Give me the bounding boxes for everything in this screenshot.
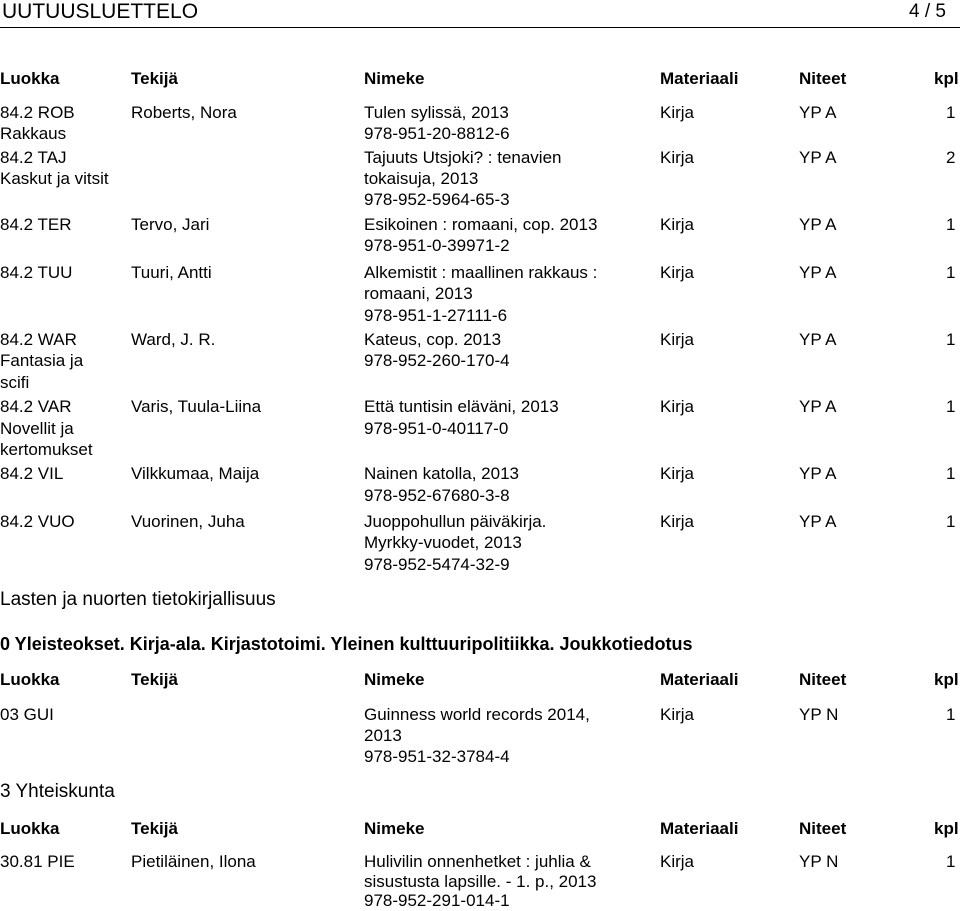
cell-luokka: 84.2 TER xyxy=(0,215,72,234)
cell-luokka: 84.2 WAR xyxy=(0,330,77,349)
col-tekija: Tekijä xyxy=(131,69,178,88)
cell-tekija: Tuuri, Antti xyxy=(131,263,212,282)
cell-nimeke: Tajuuts Utsjoki? : tenavien xyxy=(364,148,562,167)
cell-luokka: 84.2 TUU xyxy=(0,263,73,282)
cell-materiaali: Kirja xyxy=(660,148,695,167)
cell-niteet: YP A xyxy=(799,397,837,416)
section-heading: Lasten ja nuorten tietokirjallisuus xyxy=(0,589,276,610)
col-niteet: Niteet xyxy=(799,69,847,88)
col-materiaali: Materiaali xyxy=(660,819,739,838)
cell-materiaali: Kirja xyxy=(660,705,695,724)
cell-tekija: Vuorinen, Juha xyxy=(131,512,245,531)
cell-nimeke-cont: sisustusta lapsille. - 1. p., 2013 xyxy=(364,872,597,891)
cell-isbn: 978-952-5474-32-9 xyxy=(364,555,510,574)
cell-luokka: 84.2 TAJ xyxy=(0,148,67,167)
cell-luokka: 84.2 VUO xyxy=(0,512,75,531)
cell-nimeke-cont: Myrkky-vuodet, 2013 xyxy=(364,533,522,552)
cell-isbn: 978-951-32-3784-4 xyxy=(364,747,510,766)
header-rule xyxy=(0,27,960,28)
cell-isbn: 978-951-1-27111-6 xyxy=(364,306,508,325)
cell-kpl: 1 xyxy=(946,263,956,282)
cell-kpl: 1 xyxy=(946,330,956,349)
cell-kpl: 1 xyxy=(946,705,956,724)
col-kpl: kpl xyxy=(934,819,959,838)
cell-isbn: 978-951-20-8812-6 xyxy=(364,124,510,143)
cell-nimeke: Tulen sylissä, 2013 xyxy=(364,103,509,122)
cell-nimeke: Alkemistit : maallinen rakkaus : xyxy=(364,263,598,282)
col-luokka: Luokka xyxy=(0,819,60,838)
cell-isbn: 978-952-260-170-4 xyxy=(364,351,510,370)
cell-nimeke: Juoppohullun päiväkirja. xyxy=(364,512,547,531)
col-kpl: kpl xyxy=(934,69,959,88)
cell-niteet: YP N xyxy=(799,852,839,871)
cell-niteet: YP A xyxy=(799,464,837,483)
cell-materiaali: Kirja xyxy=(660,852,695,871)
col-tekija: Tekijä xyxy=(131,819,178,838)
col-nimeke: Nimeke xyxy=(364,819,425,838)
cell-kpl: 1 xyxy=(946,103,956,122)
cell-isbn: 978-952-291-014-1 xyxy=(364,891,510,910)
col-nimeke: Nimeke xyxy=(364,670,425,689)
col-tekija: Tekijä xyxy=(131,670,178,689)
cell-materiaali: Kirja xyxy=(660,512,695,531)
col-nimeke: Nimeke xyxy=(364,69,425,88)
cell-niteet: YP A xyxy=(799,263,837,282)
cell-nimeke: Kateus, cop. 2013 xyxy=(364,330,502,349)
cell-niteet: YP N xyxy=(799,705,839,724)
cell-tekija: Roberts, Nora xyxy=(131,103,237,122)
cell-luokka: 30.81 PIE xyxy=(0,852,75,871)
cell-isbn: 978-951-0-40117-0 xyxy=(364,419,509,438)
cell-isbn: 978-952-5964-65-3 xyxy=(364,190,510,209)
cell-luokka-genre: Novellit ja xyxy=(0,419,74,438)
cell-luokka-genre: Rakkaus xyxy=(0,124,67,143)
cell-nimeke-cont: tokaisuja, 2013 xyxy=(364,169,479,188)
col-luokka: Luokka xyxy=(0,670,60,689)
col-niteet: Niteet xyxy=(799,670,847,689)
cell-tekija: Tervo, Jari xyxy=(131,215,210,234)
cell-kpl: 1 xyxy=(946,397,956,416)
cell-tekija: Ward, J. R. xyxy=(131,330,216,349)
cell-niteet: YP A xyxy=(799,148,837,167)
page-number: 4 / 5 xyxy=(909,1,946,22)
cell-luokka: 84.2 ROB xyxy=(0,103,75,122)
cell-kpl: 1 xyxy=(946,512,956,531)
cell-luokka-genre: Fantasia ja xyxy=(0,351,84,370)
cell-materiaali: Kirja xyxy=(660,330,695,349)
cell-niteet: YP A xyxy=(799,103,837,122)
cell-niteet: YP A xyxy=(799,215,837,234)
cell-materiaali: Kirja xyxy=(660,263,695,282)
cell-isbn: 978-951-0-39971-2 xyxy=(364,236,510,255)
cell-materiaali: Kirja xyxy=(660,215,695,234)
cell-nimeke: Että tuntisin eläväni, 2013 xyxy=(364,397,559,416)
col-kpl: kpl xyxy=(934,670,959,689)
cell-materiaali: Kirja xyxy=(660,397,695,416)
cell-kpl: 1 xyxy=(946,464,956,483)
cell-luokka: 84.2 VIL xyxy=(0,464,64,483)
cell-luokka-genre: Kaskut ja vitsit xyxy=(0,169,109,188)
cell-materiaali: Kirja xyxy=(660,103,695,122)
cell-nimeke: Hulivilin onnenhetket : juhlia & xyxy=(364,852,591,871)
cell-kpl: 1 xyxy=(946,852,956,871)
cell-nimeke-cont: romaani, 2013 xyxy=(364,284,473,303)
cell-kpl: 1 xyxy=(946,215,956,234)
col-materiaali: Materiaali xyxy=(660,670,739,689)
cell-nimeke: Esikoinen : romaani, cop. 2013 xyxy=(364,215,598,234)
cell-isbn: 978-952-67680-3-8 xyxy=(364,486,510,505)
subsection-heading: 3 Yhteiskunta xyxy=(0,781,115,802)
subsection-heading: 0 Yleisteokset. Kirja-ala. Kirjastotoimi. Yleinen kulttuuripolitiikka. Joukkotiedotus xyxy=(0,634,693,654)
cell-tekija: Vilkkumaa, Maija xyxy=(131,464,260,483)
col-niteet: Niteet xyxy=(799,819,847,838)
cell-niteet: YP A xyxy=(799,512,837,531)
cell-nimeke: Nainen katolla, 2013 xyxy=(364,464,520,483)
page-header xyxy=(0,0,960,24)
document-title: UUTUUSLUETTELO xyxy=(2,0,199,23)
cell-materiaali: Kirja xyxy=(660,464,695,483)
cell-tekija: Pietiläinen, Ilona xyxy=(131,852,256,871)
cell-nimeke-cont: 2013 xyxy=(364,726,402,745)
col-materiaali: Materiaali xyxy=(660,69,739,88)
col-luokka: Luokka xyxy=(0,69,60,88)
cell-niteet: YP A xyxy=(799,330,837,349)
cell-tekija: Varis, Tuula-Liina xyxy=(131,397,262,416)
cell-luokka: 03 GUI xyxy=(0,705,54,724)
cell-kpl: 2 xyxy=(946,148,956,167)
cell-luokka-genre-cont: scifi xyxy=(0,373,30,392)
cell-nimeke: Guinness world records 2014, xyxy=(364,705,590,724)
cell-luokka-genre-cont: kertomukset xyxy=(0,440,93,459)
cell-luokka: 84.2 VAR xyxy=(0,397,72,416)
